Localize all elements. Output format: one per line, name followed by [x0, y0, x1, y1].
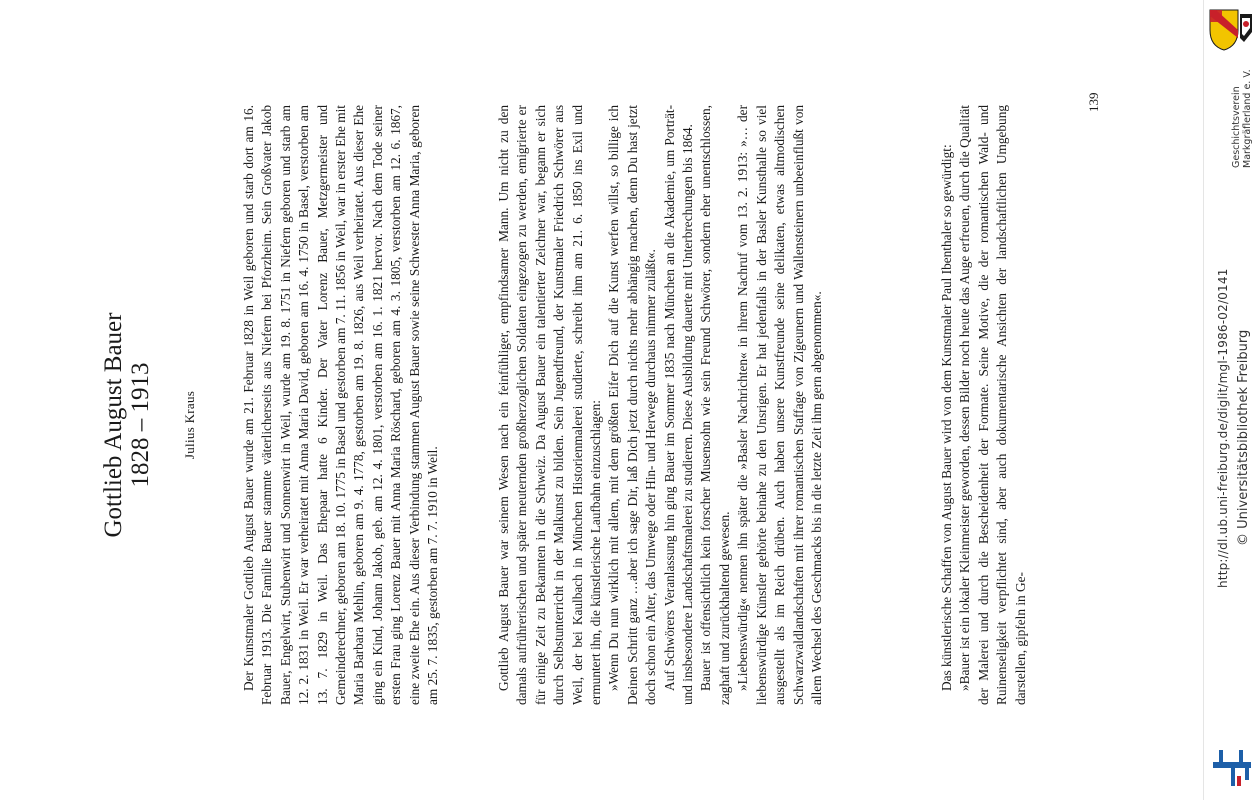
copyright-notice: © Universitätsbibliothek Freiburg — [1236, 329, 1251, 546]
archive-url[interactable]: http://dl.ub.uni-freiburg.de/diglit/mgl-1986-02/0141 — [1216, 268, 1230, 588]
society-place: Markgräflerland e. V. — [1242, 69, 1253, 168]
society-name: Geschichtsverein — [1231, 86, 1242, 168]
sidebar-divider — [1203, 0, 1204, 800]
paragraph: »Bauer ist ein lokaler Kleinmeister geworden, dessen Bilder noch heute das Auge erfreuen, durch die Qualität der Malerei und durch die Bescheidenheit der Formate. Seine Motive, die der romantischen Wald- und Ruinenseligkeit verpflichtet sind, aber auch dokumentarische Ansichten der landschaftlichen Umgebung darstellen, gipfeln in Ge- — [957, 105, 1028, 705]
article-years: 1828 – 1913 — [127, 362, 154, 488]
title-block — [100, 190, 198, 660]
paragraph: Auf Schwörers Veranlassung hin ging Bauer im Sommer 1835 nach München an die Akademie, um Porträt- und insbesondere Landschaftsmalerei zu studieren. Diese Ausbildung dauerte mit Unterbrechungen bis 1864. — [661, 105, 696, 705]
paragraph: Der Kunstmaler Gottlieb August Bauer wurde am 21. Februar 1828 in Weil geboren und starb dort am 16. Februar 1913. Die Familie Bauer stammte väterlicherseits aus Niefern bei Pforzheim. Sein Großvater Jakob Bauer, Engelwirt, Stubenwirt und Sonnenwirt in Weil, wurde am 19. 8. 1751 in Niefern geboren und starb am 12. 2. 1831 in Weil. Er war verheiratet mit Anna Maria David, geboren am 16. 4. 1750 in Basel, verstorben am 13. 7. 1829 in Weil. Das Ehepaar hatte 6 Kinder. Der Vater Lorenz Bauer, Metzgermeister und Gemeinderechner, geboren am 18. 10. 1775 in Basel und gestorben am 7. 11. 1856 in Weil, war in erster Ehe mit Maria Barbara Mehlin, geboren am 9. 4. 1778, gestorben am 19. 8. 1826, aus Weil verheiratet. Aus dieser Ehe ging ein Kind, Johann Jakob, geb. am 12. 4. 1801, verstorben am 16. 1. 1821 hervor. Nach dem Tode seiner ersten Frau ging Lorenz Bauer mit Anna Maria Röschard, geboren am 4. 3. 1805, verstorben am 12. 6. 1867, eine zweite Ehe ein. Aus dieser Verbindung stammen August Bauer sowie seine Schwester Anna Maria, geboren am 25. 7. 1835, gestorben am 7. 7. 1910 in Weil. — [241, 105, 441, 705]
page-number: 139 — [1086, 92, 1101, 112]
section-1 — [240, 105, 442, 705]
article-author: Julius Kraus — [182, 390, 197, 460]
rotated-page-content — [100, 0, 1100, 800]
society-crest-icon — [1208, 8, 1254, 52]
article-title: Gottlieb August Bauer — [100, 312, 127, 538]
paragraph: Bauer ist offensichtlich kein forscher Musensohn wie sein Freund Schwörer, sondern eher unentschlossen, zaghaft und zurückhaltend gewesen. — [698, 105, 732, 705]
paragraph: Das künstlerische Schaffen von August Bauer wird von dem Kunstmaler Paul Ibenthaler so gewürdigt: — [939, 144, 954, 691]
paragraph: »Wenn Du nun wirklich mit allem, mit dem größten Eifer Dich auf die Kunst werfen willst, so billige ich Deinen Schritt ganz …aber ich sage Dir, laß Dich jetzt durch nichts mehr abhängig machen, denn Du hast jetzt doch schon ein Alter, das Umwege oder Hin- und Herwege durchaus nimmer zuläßt«. — [606, 105, 659, 705]
paragraph: »Liebenswürdig« nennen ihn später die »Basler Nachrichten« in ihrem Nachruf vom 13. 2. 1913: »… der liebenswürdige Künstler gehörte beinahe zu den Unsrigen. Er hat jedenfalls in der Basler Kunsthalle so viel ausgestellt als im Reich drüben. Auch haben unsere Kunstfreunde seine delikaten, etwas altmodischen Schwarzwaldlandschaften mit ihrer romantischen Staffage von Zigeunern und Wallensteinern unbeeinflußt von allem Wechsel des Geschmacks bis in die letzte Zeit ihm gern abgenommen«. — [735, 105, 824, 705]
paragraph: Gottlieb August Bauer war seinem Wesen nach ein feinfühliger, empfindsamer Mann. Um nicht zu den damals aufrührerischen und später meuternden großherzoglichen Soldaten eingezogen zu werden, emigrierte er für einige Zeit zu Bekannten in die Schweiz. Da August Bauer ein talentierter Zeichner war, begann er sich durch Selbstunterricht in der Malkunst zu bilden. Sein Jugendfreund, der Kunstmaler Friedrich Schwörer aus Weil, der bei Kaulbach in München Historienmalerei studierte, schreibt ihm am 21. 6. 1850 ins Exil und ermuntert ihn, die künstlerische Laufbahn einzuschlagen: — [496, 105, 604, 705]
section-2 — [495, 105, 826, 705]
university-library-logo-icon — [1211, 746, 1253, 788]
section-3 — [938, 105, 1030, 705]
